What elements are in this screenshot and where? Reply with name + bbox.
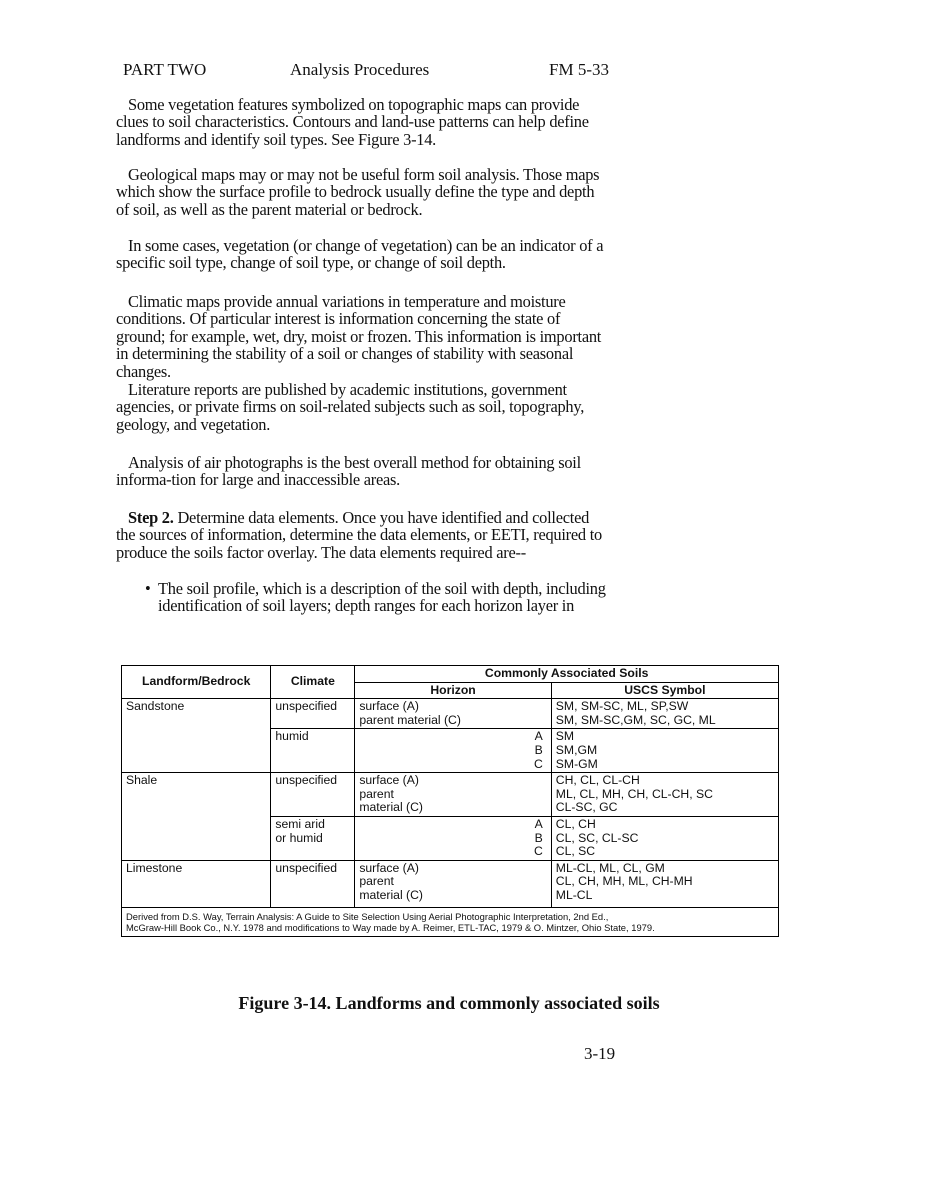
horizon-letter: A — [534, 729, 543, 744]
paragraph-climatic-maps: Climatic maps provide annual variations in temperature and moisture conditions. Of particular interest is information concerning the state of ground; for example, wet, dry, moist or frozen. This information is important in determining the stability of a soil or changes of stability with seasonal changes. — [116, 292, 602, 381]
uscs-cell — [551, 699, 778, 729]
horizon-letter: B — [534, 742, 543, 757]
climate-line: semi arid — [275, 816, 325, 831]
climate-line: or humid — [275, 830, 323, 845]
uscs-line: SM-GM — [555, 756, 598, 771]
uscs-line: CL, CH — [555, 816, 596, 831]
horizon-line: surface (A) — [359, 699, 419, 714]
uscs-line: ML-CL — [555, 887, 593, 902]
uscs-line: CL, CH, MH, ML, CH-MH — [555, 874, 693, 889]
header-landform: Landform/Bedrock — [122, 666, 271, 699]
horizon-line: surface (A) — [359, 860, 419, 875]
horizon-line: parent — [359, 786, 394, 801]
horizon-cell — [355, 860, 551, 907]
paragraph-literature-reports: Literature reports are published by academic institutions, government agencies, or private firms on soil-related subjects such as soil, topography, geology, and vegetation. — [116, 380, 585, 434]
uscs-line: SM, SM-SC, ML, SP,SW — [555, 699, 689, 714]
paragraph-step-2 — [116, 509, 610, 561]
uscs-line: CL, SC, CL-SC — [555, 830, 639, 845]
horizon-cell — [355, 816, 551, 860]
bullet-soil-profile — [145, 580, 615, 615]
page-number: 3-19 — [584, 1044, 616, 1063]
header-title: Analysis Procedures — [290, 60, 430, 79]
paragraph-topographic-maps: Some vegetation features symbolized on topographic maps can provide clues to soil characteristics. Contours and land-use patterns can help define landforms and identify soil types. See Figure 3-14. — [116, 95, 589, 149]
climate-cell: unspecified — [271, 699, 355, 729]
header-manual-number: FM 5-33 — [549, 60, 609, 79]
header-horizon: Horizon — [355, 682, 551, 699]
uscs-line: CL-SC, GC — [555, 800, 618, 815]
uscs-line: SM, SM-SC,GM, SC, GC, ML — [555, 712, 716, 727]
horizon-letter: B — [534, 830, 543, 845]
table-row — [122, 860, 779, 907]
uscs-line: ML-CL, ML, CL, GM — [555, 860, 665, 875]
uscs-line: CH, CL, CL-CH — [555, 773, 640, 788]
horizon-line: surface (A) — [359, 773, 419, 788]
uscs-cell — [551, 773, 778, 817]
uscs-line: ML, CL, MH, CH, CL-CH, SC — [555, 786, 713, 801]
horizon-cell — [355, 729, 551, 773]
table-row — [122, 773, 779, 817]
horizon-cell — [355, 699, 551, 729]
bullet-marker: • — [145, 579, 151, 598]
header-associated-soils: Commonly Associated Soils — [355, 666, 779, 683]
horizon-letter: A — [534, 816, 543, 831]
horizon-line: parent material (C) — [359, 712, 461, 727]
uscs-cell — [551, 816, 778, 860]
table-source-row — [122, 907, 779, 936]
climate-cell: unspecified — [271, 773, 355, 817]
paragraph-geological-maps: Geological maps may or may not be useful form soil analysis. Those maps which show the surface profile to bedrock usually define the type and depth of soil, as well as the parent material or bedrock. — [116, 165, 600, 219]
horizon-letter: C — [533, 756, 543, 771]
landform-cell: Limestone — [122, 860, 271, 907]
climate-cell — [271, 816, 355, 860]
climate-cell: unspecified — [271, 860, 355, 907]
uscs-line: SM,GM — [555, 742, 598, 757]
uscs-cell — [551, 729, 778, 773]
header-climate: Climate — [271, 666, 355, 699]
table-row — [122, 699, 779, 729]
header-part: PART TWO — [123, 60, 207, 79]
header-uscs: USCS Symbol — [551, 682, 778, 699]
uscs-line: SM — [555, 729, 575, 744]
figure-caption: Figure 3-14. Landforms and commonly associated soils — [238, 993, 660, 1013]
step-2-lead: Step 2. — [128, 508, 174, 527]
uscs-line: CL, SC — [555, 844, 596, 859]
source-line: McGraw-Hill Book Co., N.Y. 1978 and modifications to Way made by A. Reimer, ETL-TAC, 1979 & O. Mintzer, Ohio State, 1979. — [126, 921, 655, 933]
table-source-note — [122, 907, 779, 936]
page-header — [123, 60, 609, 82]
landform-cell: Shale — [122, 773, 271, 861]
soils-table — [121, 665, 779, 937]
paragraph-vegetation: In some cases, vegetation (or change of vegetation) can be an indicator of a specific soil type, change of soil type, or change of soil depth. — [116, 236, 604, 273]
horizon-line: material (C) — [359, 887, 423, 902]
horizon-cell — [355, 773, 551, 817]
step-2-text: Determine data elements. Once you have identified and collected the sources of information, determine the data elements, or EETI, required to produce the soils factor overlay. The data elements required are-- — [116, 508, 602, 562]
landform-cell: Sandstone — [122, 699, 271, 773]
horizon-line: parent — [359, 874, 394, 889]
climate-cell: humid — [271, 729, 355, 773]
horizon-letter: C — [533, 844, 543, 859]
uscs-cell — [551, 860, 778, 907]
bullet-text: The soil profile, which is a description of the soil with depth, including identification of soil layers; depth ranges for each horizon layer in — [158, 579, 606, 616]
paragraph-air-photographs: Analysis of air photographs is the best overall method for obtaining soil informa-tion for large and inaccessible areas. — [116, 453, 581, 490]
horizon-line: material (C) — [359, 800, 423, 815]
source-line: Derived from D.S. Way, Terrain Analysis: A Guide to Site Selection Using Aerial Photographic Interpretation, 2nd Ed., — [126, 910, 609, 922]
